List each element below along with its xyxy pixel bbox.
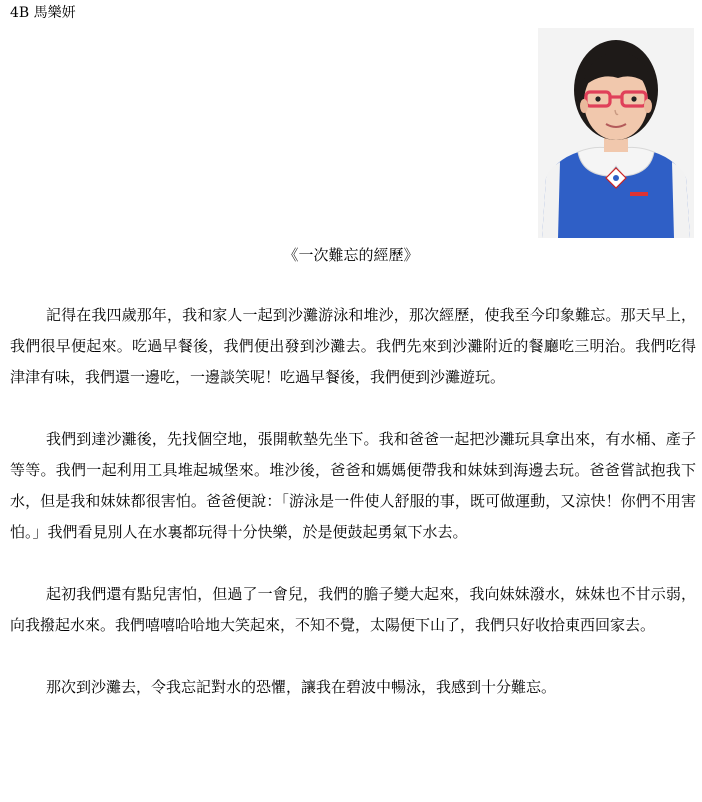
student-name-header: 4B 馬樂妍 (10, 5, 76, 21)
essay-body (10, 300, 696, 703)
essay-paragraph-4: 那次到沙灘去，令我忘記對水的恐懼，讓我在碧波中暢泳，我感到十分難忘。 (46, 678, 557, 696)
essay-paragraph-1: 記得在我四歲那年，我和家人一起到沙灘游泳和堆沙，那次經歷，使我至今印象難忘。那天早上，我們很早便起來。吃過早餐後，我們便出發到沙灘去。我們先來到沙灘附近的餐廳吃三明治。我們吃得津津有味，我們還一邊吃，一邊談笑呢！吃過早餐後，我們便到沙灘遊玩。 (10, 306, 696, 386)
essay-paragraph-3: 起初我們還有點兒害怕，但過了一會兒，我們的膽子變大起來，我向妹妹潑水，妹妹也不甘示弱，向我撥起水來。我們嘻嘻哈哈地大笑起來，不知不覺，太陽便下山了，我們只好收拾東西回家去。 (10, 585, 696, 634)
essay-title: 《一次難忘的經歷》 (283, 246, 419, 264)
student-photo (538, 28, 694, 238)
essay-paragraph-2: 我們到達沙灘後，先找個空地，張開軟墊先坐下。我和爸爸一起把沙灘玩具拿出來，有水桶、產子等等。我們一起利用工具堆起城堡來。堆沙後，爸爸和媽媽便帶我和妹妹到海邊去玩。爸爸嘗試抱我下水，但是我和妹妹都很害怕。爸爸便說：「游泳是一件使人舒服的事，既可做運動，又涼快！你們不用害怕。」我們看見別人在水裏都玩得十分快樂，於是便鼓起勇氣下水去。 (10, 430, 696, 541)
